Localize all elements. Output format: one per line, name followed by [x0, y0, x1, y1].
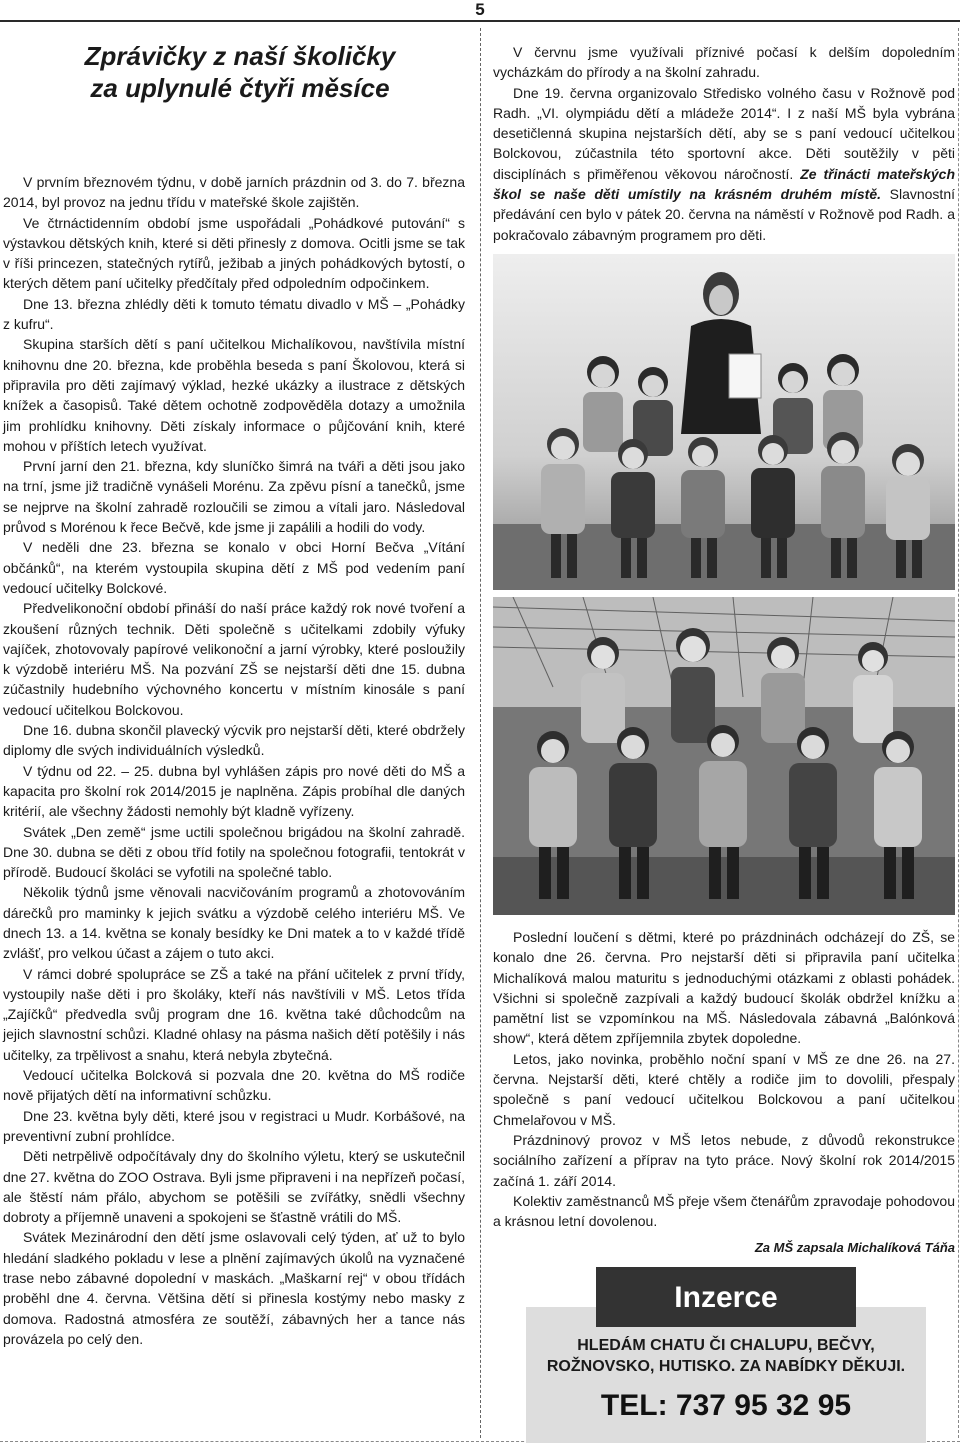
paragraph: Dne 13. března zhlédly děti k tomuto tématu divadlo v MŠ – „Pohádky z kufru“.	[3, 295, 465, 333]
title-line-2: za uplynulé čtyři měsíce	[90, 73, 390, 103]
paragraph: Několik týdnů jsme věnovali nacvičováním programů a zhotovováním dárečků pro maminky k jejich svátku a výzdobě celého interiéru MŠ. Ve dnech 13. a 14. května se konaly besídky ke Dni matek a to v každé třídě zvlášť, pro velkou účast a zájem o tuto akci.	[3, 884, 465, 962]
paragraph: Dne 23. května byly děti, které jsou v registraci u Mudr. Korbášové, na preventivní zubní prohlídce.	[3, 1107, 465, 1144]
ad-phone: TEL: 737 95 32 95	[600, 1389, 852, 1422]
paragraph: Vedoucí učitelka Bolcková si pozvala dne 20. května do MŠ rodiče nově přijatých dětí na informativní schůzku.	[3, 1067, 465, 1104]
paragraph: V rámci dobré spolupráce se ZŠ a také na přání učitelek z první třídy, vystoupily naše děti i pro školáky, kteří nás navštívili v MŠ. Letos třída „Zajíčků“ předvedla svůj program dne 16. května také důchodcům na jejich slavnostní schůzi. Kladné ohlasy na pásma našich dětí potěšily i nás učitelky, za trpělivost a snahu, která nebyla zbytečná.	[3, 965, 465, 1063]
ad-line-1: HLEDÁM CHATU ČI CHALUPU, BEČVY,	[577, 1337, 875, 1354]
page-number: 5	[475, 0, 485, 19]
paragraph: V týdnu od 22. – 25. dubna byl vyhlášen zápis pro nové děti do MŠ a kapacita pro školní rok 2014/2015 je naplněna. Zápis probíhal dle daných kritérií, ale všechny žádosti nemohly být kladně vyřízeny.	[3, 762, 465, 820]
paragraph: Děti netrpělivě odpočítávaly dny do školního výletu, který se uskutečnil dne 27. května do ZOO Ostrava. Byli jsme připraveni i na nepřízeň počasí, ale štěstí nám přálo, abychom se potěšili se zvířátky, snědli všechny dobroty a příjemně unaveni a spokojeni se šťastně vrátili do MŠ.	[3, 1148, 465, 1226]
ad-text	[526, 1335, 926, 1377]
paragraph-olympiad	[493, 83, 955, 245]
ad-line-2: ROŽNOVSKO, HUTISKO. ZA NABÍDKY DĚKUJI.	[546, 1358, 906, 1375]
author-signature: Za MŠ zapsala Michalíková Táňa	[754, 1240, 955, 1255]
paragraph: Svátek Mezinárodní den dětí jsme oslavovali celý týden, ať už to bylo hledání sladkého pokladu v lese a plnění zajímavých úkolů na vyznačené trase nebo zábavné dopolední v maskách. „Maškarní rej“ v obou třídách proběhl dne 4. června. Většina dětí si přinesla kostýmy nebo masky z domova. Radostná atmosféra ze soutěží, zábavných her a tance nás provázela po celý den.	[3, 1229, 465, 1347]
paragraph: Skupina starších dětí s paní učitelkou Michalíkovou, navštívila místní knihovnu dne 20. března, kde proběhla beseda s paní Školovou, která si připravila pro děti zajímavý výklad, hezké ukázky a ilustrace z dětských knížek a časopisů. Také dětem ochotně zodpověděla dotazy a umožnila jim prohlídku knihovny. Děti získaly informace o půjčování knih, které mohou v příštích letech využívat.	[3, 336, 465, 454]
column-divider	[480, 28, 481, 1438]
top-rule	[0, 20, 960, 22]
right-column-bottom	[493, 927, 955, 1231]
paragraph: V červnu jsme využívali příznivé počasí k delším dopoledním vycházkám do přírody a na školní zahradu.	[493, 44, 955, 81]
paragraph: Prázdninový provoz v MŠ letos nebude, z důvodů rekonstrukce sociálního zařízení a příprav na tyto práce. Nový školní rok 2014/2015 začíná 1. září 2014.	[493, 1131, 955, 1189]
article-title	[0, 40, 480, 104]
paragraph: Předvelikonoční období přináší do naší práce každý rok nové tvoření a zkoušení různých technik. Děti společně s učitelkami zdobily výfuky vajíček, zhotovovaly papírové velikonoční a jarní výrobky, které posloužily k výzdobě interiéru MŠ. Na pozvání ZŠ se nejstarší děti dne 15. dubna zúčastnily hudebního výchovného koncertu v místním kinosále s paní vedoucí učitelkou Bolckovou.	[3, 600, 465, 718]
photo-olympiad-group	[493, 254, 955, 590]
right-column-top	[493, 42, 955, 245]
paragraph: Svátek „Den země“ jsme uctili společnou brigádou na školní zahradě. Dne 30. dubna se děti z obou tříd fotily na společnou fotografii, tentokrát v přírodě. Budoucí školáci se vyfotili na společné tablo.	[3, 823, 465, 881]
paragraph: Kolektiv zaměstnanců MŠ přeje všem čtenářům zpravodaje pohodovou a krásnou letní dovolenou.	[493, 1192, 955, 1230]
paragraph: V neděli dne 23. března se konalo v obci Horní Bečva „Vítání občánků“, na kterém vystoupila skupina dětí z MŠ pod vedením paní vedoucí učitelky Bolckové.	[3, 539, 465, 596]
paragraph: První jarní den 21. března, kdy sluníčko šimrá na tváři a děti jsou jako na trní, jsme již tradičně vynášeli Morénu. Za zpěvu písní a tanečků, jsme se nejprve na školní zahradě rozloučili se zimou a vítali jaro. Následoval průvod s Morénou k řece Bečvě, kde jsme ji zapálili a hodili do vody.	[3, 458, 465, 536]
classified-ad	[526, 1267, 926, 1443]
photo-class-group	[493, 597, 955, 915]
ad-header: Inzerce	[596, 1267, 856, 1327]
paragraph: Letos, jako novinka, proběhlo noční spaní v MŠ ze dne 26. na 27. června. Nejstarší děti, které chtěly a rodiče jim to dovolili, přespaly společně s paní vedoucí učitelkou Bolckovou a paní učitelkou Chmelařovou v MŠ.	[493, 1050, 955, 1128]
paragraph: V prvním březnovém týdnu, v době jarních prázdnin od 3. do 7. března 2014, byl provoz na jednu třídu v mateřské škole zajištěn.	[3, 174, 465, 211]
paragraph: Ve čtrnáctidenním období jsme uspořádali „Pohádkové putování“ s výstavkou dětských knih, které si děti přinesly z domova. Ocitli jsme se tak v říši princezen, statečných rytířů, ježibab a jiných pohádkových bytostí, o kterých dětem paní učitelky předčítaly před odpoledním odpočinkem.	[3, 214, 465, 292]
olympiad-result-emphasis: Ze třinácti mateřských škol se naše děti umístily na krásném druhém místě.	[493, 165, 955, 203]
olympiad-text: Dne 19. června organizovalo Středisko volného času v Rožnově pod Radh. „VI. olympiádu dětí a mládeže 2014“. I z naší MŠ byla vybrána desetičlenná skupina nejstarších dětí, aby se s paní vedoucí učitelkou Bolckovou, zúčastnila této sportovní akce. Děti soutěžily v pěti disciplínách s přiměřenou věkovou náročností.	[493, 84, 955, 182]
page-frame-right	[958, 28, 959, 1438]
title-line-1: Zprávičky z naší školičky	[84, 41, 396, 71]
olympiad-text-end: Slavnostní předávání cen bylo v pátek 20. června na náměstí v Rožnově pod Radh. a pokračovalo zábavným programem pro děti.	[493, 186, 955, 243]
paragraph: Dne 16. dubna skončil plavecký výcvik pro nejstarší děti, které obdržely diplomy dle svých individuálních výsledků.	[3, 722, 465, 759]
paragraph: Poslední loučení s dětmi, které po prázdninách odcházejí do ZŠ, se konalo dne 26. června. Pro nejstarší děti si připravila paní učitelka Michalíková malou maturitu s jednoduchými otázkami z oblasti pohádek. Všichni si společně zazpívali a každý budoucí školák obdržel knížku a pamětní list se vzpomínkou na MŠ. Následovala zábavná „Balónková show“, která dětem zpříjemnila zbytek dopoledne.	[493, 929, 955, 1047]
left-column	[3, 172, 465, 1349]
